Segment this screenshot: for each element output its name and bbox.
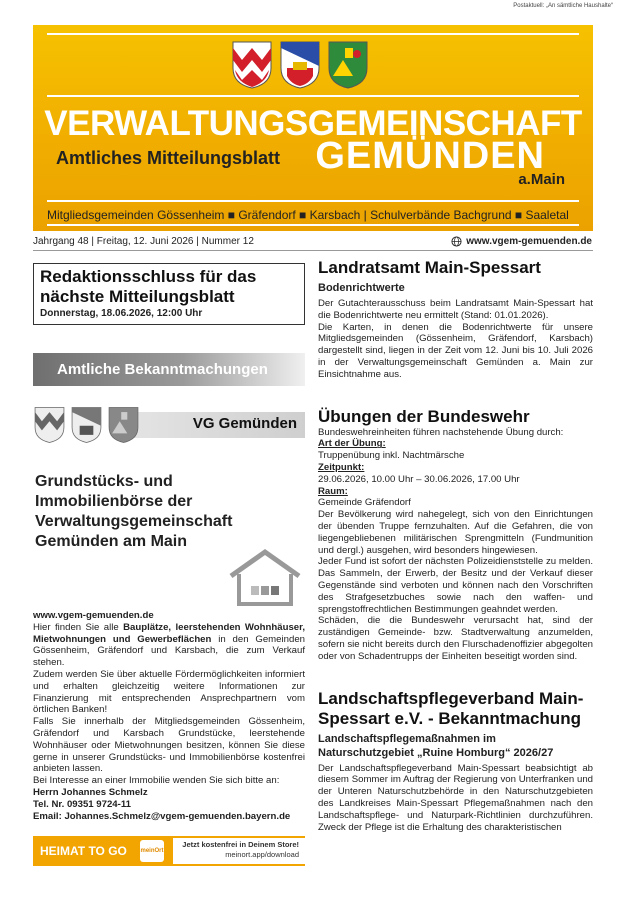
website-url: www.vgem-gemuenden.de [466,236,592,247]
property-p4: Bei Interesse an einer Immobilie wenden Sie sich bitte an: [33,775,280,787]
contact-tel: Tel. Nr. 09351 9724-11 [33,798,131,810]
section-band: Amtliche Bekanntmachungen [33,353,305,386]
ad-title: HEIMAT TO GO [40,844,127,859]
contact-name: Herrn Johannes Schmelz [33,786,148,798]
lpv-p1: Der Landschaftspflegeverband Main-Spessart beabsichtigt ab diesem Sommer im Auftrag der Regierung von Unterfranken und der Unteren Naturschutzbehörde in den Naturschutzgebieten des Landkreises Main-Spessart Pflegemaßnahmen nach den Landschaftspflege- und Naturpark-Richtlinien durchzuführen. Zweck der Pflege ist die Erhaltung des charakteristischen [318,762,593,833]
crest-karsbach-icon [327,40,369,90]
property-p3: Falls Sie innerhalb der Mitgliedsgemeinden Gössenheim, Gräfendorf und Karsbach Grundstücke, leerstehende Wohnhäuser oder Mietwohnungen besitzen, können Sie diese gerne in unserer Grundstücks- und Immobilienbörse kostenfrei anbieten lassen. [33,716,305,775]
ad-text [182,840,299,860]
property-p1-c: in den Gemeinden Gössenheim, Gräfendorf und Karsbach, die zum Verkauf stehen. [33,633,305,669]
property-headline: Grundstücks- und Immobilienbörse der Verwaltungsgemeinschaft Gemünden am Main [35,473,233,550]
postal-notice: Postaktuell: „An sämtliche Haushalte“ [513,3,613,9]
globe-icon [451,236,462,247]
crest-graefendorf-icon [279,40,321,90]
deadline-box [33,263,305,325]
vg-crests [33,406,140,444]
ad-line1: Jetzt kostenfrei in Deinem Store! [182,840,299,850]
label-art: Art der Übung: [318,438,386,450]
vg-header [33,406,305,446]
vg-band [113,412,305,438]
masthead-subtitle: Amtliches Mitteilungsblatt [56,148,281,168]
member-communities: Mitgliedsgemeinden Gössenheim ■ Gräfendorf ■ Karsbach | Schulverbände Bachgrund ■ Saaletal [47,208,569,222]
banner-rule-bottom [47,224,579,226]
coat-of-arms-group [231,40,369,90]
crest-gray-1-icon [33,406,66,444]
left-column [33,263,305,866]
bundeswehr-p2: Jeder Fund ist sofort der nächsten Polizeidienststelle zu melden. Das Sammeln, der Erwerb, der Besitz und der Verkauf dieser Gegenstände sind verboten und können nach den Vorschriften des Strafgesetzbuches sowie nach den waffen- und sprengstoffrechtlichen Bestimmungen geahndet werden. [318,556,593,615]
crest-goessenheim-icon [231,40,273,90]
banner-rule-low [47,200,579,202]
right-column [318,258,593,833]
app-ad-banner[interactable] [33,836,305,866]
header-divider [33,250,593,251]
deadline-title: Redaktionsschluss für das nächste Mitteilungsblatt [40,267,257,306]
property-url[interactable]: www.vgem-gemuenden.de [33,610,154,621]
bundeswehr-intro: Bundeswehreinheiten führen nachstehende Übung durch: [318,426,564,438]
label-zeit: Zeitpunkt: [318,461,365,473]
lpv-section [318,689,593,834]
bundeswehr-p3: Schäden, die die Bundeswehr verursacht hat, sind der zuständigen Gemeinde- bzw. Stadtverwaltung anzumelden, sofern sie nicht bereits durch den Flurschadenoffizier abgegolten oder von Schadentrupps der Einheiten beseitigt worden sind. [318,615,594,662]
masthead-town: GEMÜNDEN [315,135,545,177]
bundeswehr-title: Übungen der Bundeswehr [318,406,530,426]
landrat-title: Landratsamt Main-Spessart [318,258,541,277]
website-link[interactable] [451,236,592,247]
bundeswehr-zeit: 29.06.2026, 10.00 Uhr – 30.06.2026, 17.00 Uhr [318,473,520,485]
issue-info: Jahrgang 48 | Freitag, 12. Juni 2026 | Nummer 12 [33,236,254,247]
property-p1-a: Hier finden Sie alle [33,621,124,633]
house-icon [225,546,305,608]
crest-gray-3-icon [107,406,140,444]
banner-rule-mid [47,95,579,97]
meinort-logo-icon: meinOrt [140,840,164,862]
masthead-banner [33,25,593,231]
masthead-title: VERWALTUNGSGEMEINSCHAFT [44,104,582,143]
label-raum: Raum: [318,485,348,497]
landrat-section [318,258,593,381]
landrat-p2: Die Karten, in denen die Bodenrichtwerte für unsere Mitgliedsgemeinden (Gössenheim, Gräfendorf, Karsbach) dargestellt sind, liegen in der Zeit vom 12. Juni bis 10. Juli 2026 in der Verwaltungsgemeinschaft Gemünden a. Main zur Einsichtnahme aus. [318,321,593,380]
deadline-date: Donnerstag, 18.06.2026, 12:00 Uhr [40,308,203,319]
property-p2: Zudem werden Sie über aktuelle Fördermöglichkeiten informiert und erhalten gleichzeitig weitere Informationen zur Finanzierung mit entsprechenden Ansprechpartnern vom örtlichen Banken! [33,668,305,716]
bundeswehr-p1: Der Bevölkerung wird nahegelegt, sich von den Einrichtungen der übenden Truppe fernzuhalten. Auf die Gefahren, die von liegengebliebenen militärischen Sprengmitteln (Fundmunition und dergl.) ausgehen, wird besonders hingewiesen. [318,509,593,556]
crest-gray-2-icon [70,406,103,444]
lpv-subtitle: Landschaftspflegemaßnahmen im Naturschutzgebiet „Ruine Homburg“ 2026/27 [318,732,554,759]
banner-rule-top [47,33,579,35]
vg-label: VG Gemünden [192,415,297,432]
contact-email[interactable]: Email: Johannes.Schmelz@vgem-gemuenden.bayern.de [33,810,291,822]
property-p1-b: Bauplätze, leerstehenden Wohnhäuser, Mietwohnungen und Gewerbeflächen [33,621,305,645]
house-graphic [33,552,305,610]
ad-line2: meinort.app/download [225,850,299,860]
landrat-subtitle: Bodenrichtwerte [318,282,405,294]
bundeswehr-section [318,407,593,663]
masthead-town-suffix: a.Main [518,171,565,188]
lpv-title: Landschaftspflegeverband Main-Spessart e.V. - Bekanntmachung [318,688,584,728]
landrat-p1: Der Gutachterausschuss beim Landratsamt Main-Spessart hat die Bodenrichtwerte neu ermittelt (Stand: 01.01.2026). [318,298,593,321]
bundeswehr-art: Truppenübung inkl. Nachtmärsche [318,450,465,462]
property-text [33,610,305,822]
bundeswehr-raum: Gemeinde Gräfendorf [318,497,411,509]
